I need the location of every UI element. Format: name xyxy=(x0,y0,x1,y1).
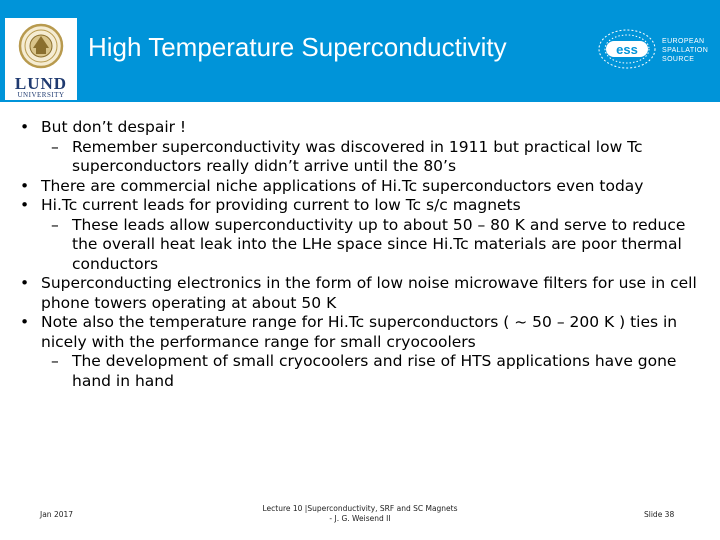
bullet-dash-icon: – xyxy=(51,352,59,370)
bullet-item xyxy=(20,313,710,352)
bullet-dot-icon: • xyxy=(20,196,30,214)
bullet-text: There are commercial niche applications of Hi.Tc superconductors even today xyxy=(41,176,644,195)
bullet-text: Hi.Tc current leads for providing current to low Tc s/c magnets xyxy=(41,196,521,214)
bullet-dot-icon: • xyxy=(20,313,30,331)
lund-seal-icon xyxy=(18,22,64,74)
sub-bullet-item xyxy=(20,352,710,391)
bullet-text: But don’t despair ! xyxy=(41,118,187,136)
slide-title: High Temperature Superconductivity xyxy=(88,32,507,62)
ess-logo-text xyxy=(662,37,708,64)
slide-body xyxy=(20,118,710,391)
footer-author: - J. G. Weisend II xyxy=(329,514,391,523)
footer-date: Jan 2017 xyxy=(40,510,74,519)
bullet-dash-icon: – xyxy=(51,137,59,156)
ess-logo-line: SOURCE xyxy=(662,56,695,63)
bullet-dot-icon: • xyxy=(20,118,30,136)
ess-logo-line: SPALLATION xyxy=(662,47,709,54)
footer-slide-number: Slide 38 xyxy=(644,510,675,519)
bullet-text: Note also the temperature range for Hi.Tc superconductors ( ~ 50 – 200 K ) ties in nicely with the performance range for small cryocoolers xyxy=(41,313,678,351)
lund-logo-subtitle: UNIVERSITY xyxy=(17,91,65,99)
sub-bullet-item xyxy=(20,138,710,177)
footer-lecture-info xyxy=(240,504,480,524)
lund-logo-name: LUND xyxy=(14,74,68,93)
bullet-item xyxy=(20,118,710,138)
bullet-text: The development of small cryocoolers and rise of HTS applications have gone hand in hand xyxy=(72,352,677,390)
bullet-dot-icon: • xyxy=(20,274,30,292)
header-bar xyxy=(0,0,720,102)
sub-bullet-item xyxy=(20,216,710,275)
bullet-dash-icon: – xyxy=(51,215,59,234)
ess-logo-mark: ess xyxy=(616,42,638,57)
bullet-text: Remember superconductivity was discovered in 1911 but practical low Tc superconductors really didn’t arrive until the 80’s xyxy=(72,137,643,175)
lund-university-logo xyxy=(5,18,77,100)
bullet-item xyxy=(20,274,710,313)
ess-logo-line: EUROPEAN xyxy=(662,38,705,45)
ess-logo-icon xyxy=(596,26,658,72)
bullet-text: These leads allow superconductivity up to about 50 – 80 K and serve to reduce the overall heat leak into the LHe space since Hi.Tc materials are poor thermal conductors xyxy=(72,215,686,273)
bullet-text: Superconducting electronics in the form of low noise microwave filters for use in cell phone towers operating at about 50 K xyxy=(41,274,697,312)
footer-lecture-title: Lecture 10 |Superconductivity, SRF and SC Magnets xyxy=(262,504,458,513)
bullet-dot-icon: • xyxy=(20,176,30,195)
bullet-item xyxy=(20,177,710,197)
bullet-item xyxy=(20,196,710,216)
